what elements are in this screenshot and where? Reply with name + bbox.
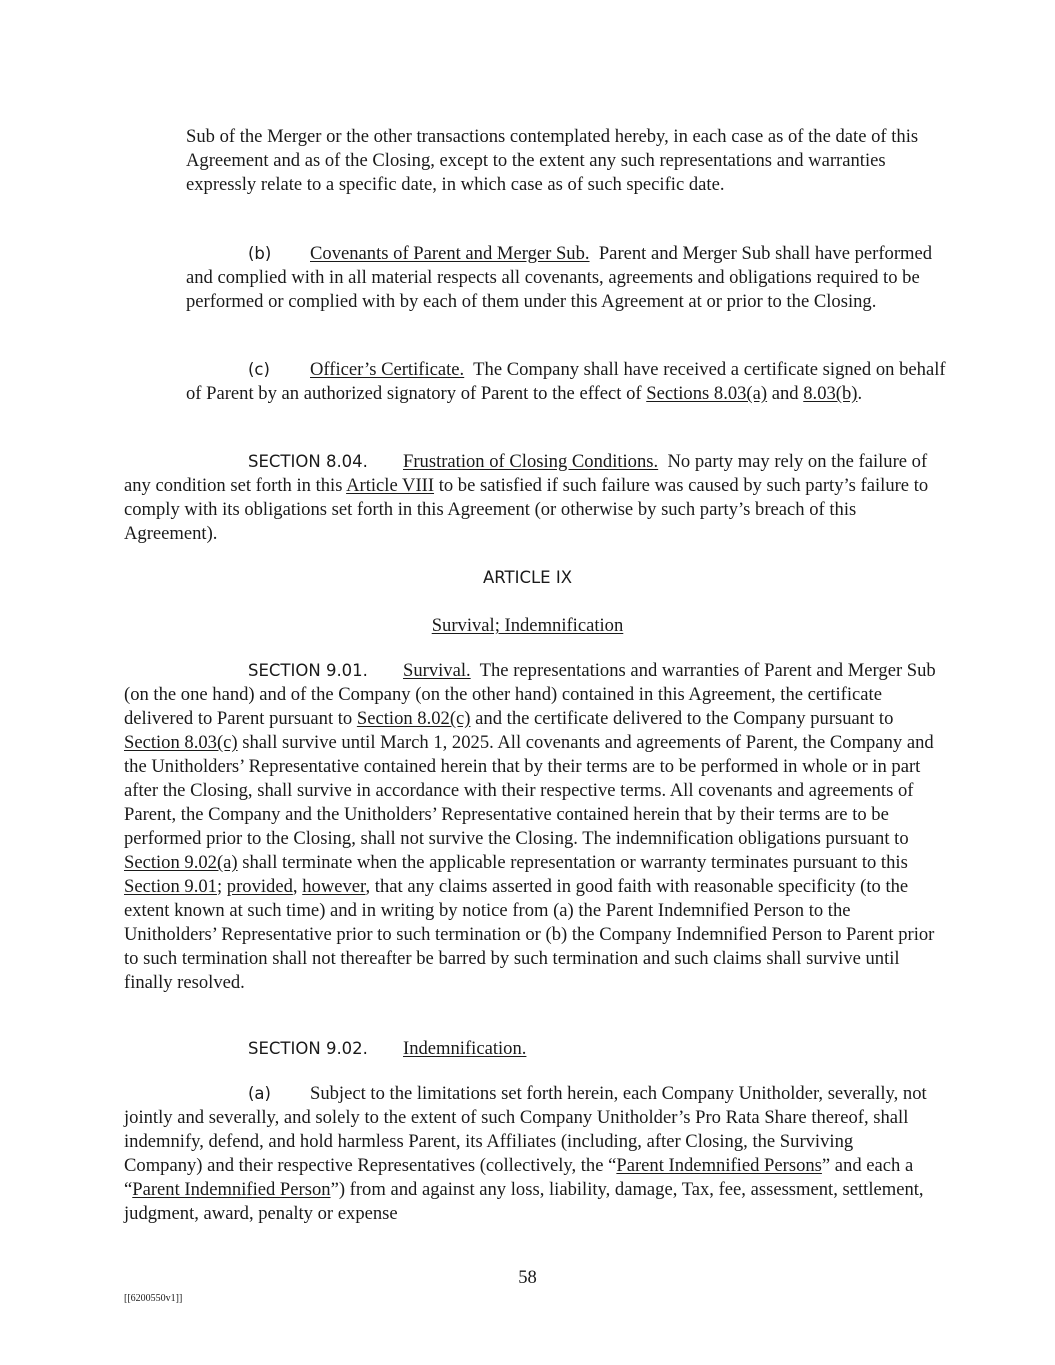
clause-text: The Company shall have received a certificate signed on behalf of Parent by an authorized signatory of Parent to the effect of [186,359,946,404]
clause-text: Subject to the limitations set forth herein, each Company Unitholder, severally, not jointly and severally, and solely to the extent of such Company Unitholder’s Pro Rata Share thereof, shall indemnify, defend, and hold harmless Parent, its Affiliates (including, after Closing, the Surviving Company) and their respective Representatives (collectively, the “ [124,1083,927,1176]
section-text: , [292,876,298,897]
clause-b [186,242,946,314]
document-id: [[6200550v1]] [124,1293,183,1304]
section-heading: Indemnification. [403,1038,527,1059]
section-label: SECTION 9.02. [248,1039,368,1058]
section-label: SECTION 8.04. [248,452,368,471]
cross-reference: Sections 8.03(a) [646,383,768,404]
clause-text: and [771,383,799,404]
cross-reference: Section 8.03(c) [124,732,238,753]
cross-reference: Section 9.01 [124,876,217,897]
defined-term: Parent Indemnified Persons [616,1155,822,1176]
clause-text: Parent and Merger Sub shall have performed and complied with in all material respects all covenants, agreements and obligations required to be performed or complied with by each of them under this Agreement at or prior to the Closing. [186,243,933,312]
defined-term: however [302,876,366,897]
clause-label: (c) [248,360,270,379]
section-8-04 [124,450,936,546]
clause-heading: Officer’s Certificate. [310,359,465,380]
clause-text: ” and each a “ [124,1155,914,1200]
clause-a [124,1082,936,1226]
section-text: shall terminate when the applicable representation or warranty terminates pursuant to this [242,852,908,873]
cross-reference: Section 9.02(a) [124,852,238,873]
clause-label: (b) [248,244,272,263]
page-number: 58 [518,1267,537,1288]
section-label: SECTION 9.01. [248,661,368,680]
paragraph-text: Sub of the Merger or the other transactions contemplated hereby, in each case as of the date of this Agreement and as of the Closing, except to the extent any such representations and warranties expressly relate to a specific date, in which case as of such specific date. [186,126,919,195]
defined-term: provided [226,876,293,897]
section-9-02 [124,1037,936,1061]
section-text: ; [216,876,223,897]
section-text: to be satisfied if such failure was caused by such party’s failure to comply with its obligations set forth in this Agreement (or otherwise by such party’s breach of this Agreement). [124,475,929,544]
cross-reference: 8.03(b) [803,383,858,404]
article-title-text: Survival; Indemnification [431,615,624,636]
section-text: The representations and warranties of Parent and Merger Sub (on the one hand) and of the Company (on the other hand) contained in this Agreement, the certificate delivered to Parent pursuant to [124,660,936,729]
defined-term: Parent Indemnified Person [132,1179,331,1200]
clause-text: . [857,383,863,404]
section-heading: Frustration of Closing Conditions. [403,451,659,472]
clause-text: ”) from and against any loss, liability, damage, Tax, fee, assessment, settlement, judgment, award, penalty or expense [124,1179,924,1224]
article-number [0,566,1055,590]
section-text: No party may rely on the failure of any condition set forth in this [124,451,928,496]
article-number-text: ARTICLE IX [482,568,573,587]
cross-reference: Article VIII [346,475,435,496]
section-text: , that any claims asserted in good faith with reasonable specificity (to the extent known at such time) and in writing by notice from (a) the Parent Indemnified Person to the Unitholders’ Representative prior to such termination or (b) the Company Indemnified Person to Parent prior to such termination shall not thereafter be barred by such termination and such claims shall survive until finally resolved. [124,876,935,993]
section-heading: Survival. [403,660,471,681]
cross-reference: Section 8.02(c) [356,708,471,729]
paragraph-continuation [186,125,946,197]
section-text: and the certificate delivered to the Company pursuant to [475,708,894,729]
article-title [0,614,1055,638]
clause-label: (a) [248,1084,271,1103]
section-text: shall survive until March 1, 2025. All covenants and agreements of Parent, the Company and the Unitholders’ Representative contained herein that by their terms are to be performed in whole or in part after the Closing, shall survive in accordance with their respective terms. All covenants and agreements of Parent, the Company and the Unitholders’ Representative contained herein that by their terms are to be performed prior to the Closing, shall not survive the Closing. The indemnification obligations pursuant to [124,732,934,849]
clause-heading: Covenants of Parent and Merger Sub. [310,243,590,264]
section-9-01 [124,659,936,995]
clause-c [186,358,946,406]
